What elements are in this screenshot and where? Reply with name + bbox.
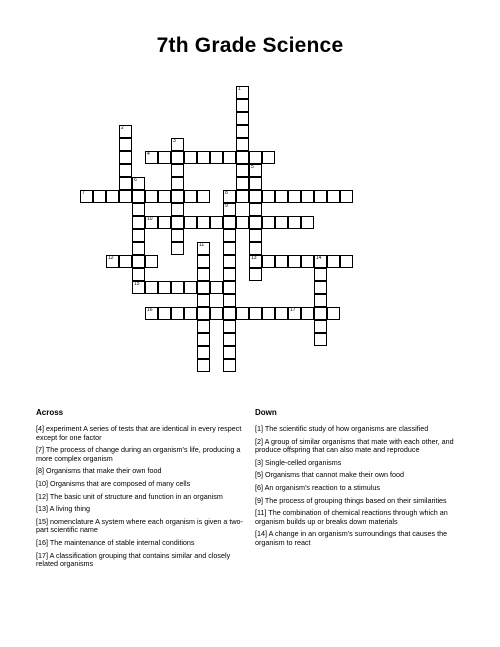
clue-text: A classification grouping that contains similar and closely related organisms (36, 550, 231, 569)
grid-cell[interactable] (171, 151, 184, 164)
grid-cell[interactable] (119, 255, 132, 268)
clue-text: A living thing (48, 504, 90, 514)
clue-text: The maintenance of stable internal conditions (48, 537, 195, 547)
clue-item (255, 509, 469, 526)
grid-cell[interactable] (223, 216, 236, 229)
grid-cell[interactable] (236, 164, 249, 177)
grid-cell[interactable] (119, 190, 132, 203)
clue-number: [15] (36, 516, 48, 526)
grid-cell[interactable] (249, 255, 262, 268)
clue-number: [4] (36, 424, 44, 433)
grid-cell[interactable] (210, 216, 223, 229)
across-clues (36, 408, 248, 573)
grid-cell[interactable] (314, 281, 327, 294)
grid-cell[interactable] (223, 333, 236, 346)
grid-cell[interactable] (262, 190, 275, 203)
grid-cell[interactable] (145, 307, 158, 320)
clue-text: Organisms that cannot make their own food (263, 470, 405, 480)
grid-cell[interactable] (171, 203, 184, 216)
grid-cell[interactable] (197, 359, 210, 372)
grid-cell[interactable] (262, 255, 275, 268)
grid-cell[interactable] (301, 307, 314, 320)
grid-cell[interactable] (223, 229, 236, 242)
page-title: 7th Grade Science (156, 34, 344, 57)
clue-item (36, 518, 248, 535)
grid-cell[interactable] (93, 190, 106, 203)
grid-cell[interactable] (132, 229, 145, 242)
grid-cell[interactable] (197, 320, 210, 333)
cell-number: 12 (108, 255, 114, 261)
clue-item (36, 539, 248, 548)
cell-number: 13 (251, 255, 257, 261)
grid-cell[interactable] (314, 190, 327, 203)
clue-text: Single-celled organisms (263, 457, 342, 467)
cell-number: 6 (134, 177, 137, 183)
grid-cell[interactable] (249, 229, 262, 242)
grid-cell[interactable] (236, 86, 249, 99)
grid-cell[interactable] (327, 255, 340, 268)
grid-cell[interactable] (158, 151, 171, 164)
grid-cell[interactable] (158, 216, 171, 229)
grid-cell[interactable] (223, 203, 236, 216)
grid-cell[interactable] (249, 177, 262, 190)
grid-cell[interactable] (223, 294, 236, 307)
cell-number: 9 (225, 203, 228, 209)
clue-number: [3] (255, 457, 263, 467)
clue-text: An organism’s reaction to a stimulus (263, 482, 380, 492)
down-heading: Down (255, 408, 277, 417)
grid-cell[interactable] (314, 255, 327, 268)
clue-item (36, 480, 248, 489)
grid-cell[interactable] (145, 255, 158, 268)
grid-cell[interactable] (262, 151, 275, 164)
grid-cell[interactable] (184, 307, 197, 320)
grid-cell[interactable] (197, 294, 210, 307)
clue-item (255, 471, 469, 480)
grid-cell[interactable] (288, 190, 301, 203)
clue-number: [10] (36, 478, 48, 488)
grid-cell[interactable] (340, 190, 353, 203)
clue-number: [16] (36, 537, 48, 547)
clue-item (36, 446, 248, 463)
grid-cell[interactable] (171, 242, 184, 255)
clue-item (255, 530, 469, 547)
clue-number: [1] (255, 424, 263, 433)
clue-text: nomenclature A system where each organism is given a two-part scientific name (36, 516, 243, 535)
cell-number: 15 (134, 281, 140, 287)
grid-cell[interactable] (236, 190, 249, 203)
clue-number: [13] (36, 504, 48, 514)
grid-cell[interactable] (314, 307, 327, 320)
grid-cell[interactable] (197, 333, 210, 346)
grid-cell[interactable] (301, 216, 314, 229)
grid-cell[interactable] (80, 190, 93, 203)
clue-number: [17] (36, 550, 48, 560)
grid-cell[interactable] (236, 151, 249, 164)
clue-text: The combination of chemical reactions through which an organism builds up or breaks down materials (255, 508, 448, 526)
grid-cell[interactable] (340, 255, 353, 268)
grid-cell[interactable] (119, 151, 132, 164)
grid-cell[interactable] (145, 151, 158, 164)
grid-cell[interactable] (197, 307, 210, 320)
grid-cell[interactable] (262, 307, 275, 320)
grid-cell[interactable] (223, 151, 236, 164)
grid-cell[interactable] (327, 190, 340, 203)
grid-cell[interactable] (288, 255, 301, 268)
grid-cell[interactable] (210, 307, 223, 320)
grid-cell[interactable] (184, 190, 197, 203)
clue-number: [2] (255, 436, 263, 446)
clue-number: [14] (255, 529, 267, 539)
clue-number: [6] (255, 482, 263, 492)
grid-cell[interactable] (249, 203, 262, 216)
down-clues (255, 408, 469, 552)
grid-cell[interactable] (249, 307, 262, 320)
grid-cell[interactable] (145, 216, 158, 229)
grid-cell[interactable] (171, 177, 184, 190)
grid-cell[interactable] (249, 242, 262, 255)
grid-cell[interactable] (171, 229, 184, 242)
grid-cell[interactable] (236, 112, 249, 125)
grid-cell[interactable] (132, 268, 145, 281)
grid-cell[interactable] (197, 242, 210, 255)
grid-cell[interactable] (197, 346, 210, 359)
cell-number: 4 (147, 151, 150, 157)
cell-number: 11 (199, 242, 205, 248)
grid-cell[interactable] (106, 190, 119, 203)
grid-cell[interactable] (145, 190, 158, 203)
grid-cell[interactable] (249, 268, 262, 281)
cell-number: 5 (251, 164, 254, 170)
clue-text: The scientific study of how organisms are classified (263, 424, 429, 433)
grid-cell[interactable] (132, 255, 145, 268)
grid-cell[interactable] (249, 190, 262, 203)
clue-number: [7] (36, 445, 44, 455)
grid-cell[interactable] (171, 164, 184, 177)
grid-cell[interactable] (249, 216, 262, 229)
grid-cell[interactable] (236, 177, 249, 190)
grid-cell[interactable] (171, 307, 184, 320)
grid-cell[interactable] (132, 177, 145, 190)
grid-cell[interactable] (223, 320, 236, 333)
clue-text: A group of similar organisms that mate with each other, and produce offspring that can also mate and reproduce (255, 436, 454, 455)
grid-cell[interactable] (236, 99, 249, 112)
grid-cell[interactable] (171, 190, 184, 203)
down-clue-list (255, 425, 469, 548)
grid-cell[interactable] (197, 216, 210, 229)
grid-cell[interactable] (236, 138, 249, 151)
clue-text: experiment A series of tests that are identical in every respect except for one factor (36, 424, 242, 442)
clue-item (36, 505, 248, 514)
grid-cell[interactable] (132, 281, 145, 294)
grid-cell[interactable] (119, 125, 132, 138)
grid-cell[interactable] (119, 177, 132, 190)
grid-cell[interactable] (158, 190, 171, 203)
grid-cell[interactable] (132, 242, 145, 255)
grid-cell[interactable] (223, 190, 236, 203)
grid-cell[interactable] (119, 138, 132, 151)
clue-item (255, 438, 469, 455)
grid-cell[interactable] (223, 242, 236, 255)
grid-cell[interactable] (132, 216, 145, 229)
grid-cell[interactable] (236, 307, 249, 320)
grid-cell[interactable] (132, 203, 145, 216)
grid-cell[interactable] (106, 255, 119, 268)
cell-number: 14 (316, 255, 322, 261)
grid-cell[interactable] (275, 255, 288, 268)
grid-cell[interactable] (132, 190, 145, 203)
grid-cell[interactable] (145, 281, 158, 294)
clue-text: The basic unit of structure and function in an organism (48, 491, 223, 501)
grid-cell[interactable] (288, 216, 301, 229)
clue-item (255, 425, 469, 434)
grid-cell[interactable] (119, 164, 132, 177)
grid-cell[interactable] (158, 307, 171, 320)
clue-item (255, 484, 469, 493)
cell-number: 7 (82, 190, 85, 196)
grid-cell[interactable] (223, 346, 236, 359)
grid-cell[interactable] (301, 255, 314, 268)
grid-cell[interactable] (197, 190, 210, 203)
grid-cell[interactable] (249, 151, 262, 164)
grid-cell[interactable] (171, 216, 184, 229)
grid-cell[interactable] (171, 138, 184, 151)
cell-number: 10 (147, 216, 153, 222)
clue-item (36, 467, 248, 476)
grid-cell[interactable] (236, 216, 249, 229)
cell-number: 1 (238, 86, 241, 92)
cell-number: 2 (121, 125, 124, 131)
clue-text: A change in an organism’s surroundings that causes the organism to react (255, 529, 448, 547)
grid-cell[interactable] (236, 125, 249, 138)
across-clue-list (36, 425, 248, 569)
clue-text: Organisms that make their own food (44, 466, 162, 476)
grid-cell[interactable] (210, 281, 223, 294)
cell-number: 8 (225, 190, 228, 196)
grid-cell[interactable] (314, 268, 327, 281)
grid-cell[interactable] (275, 307, 288, 320)
grid-cell[interactable] (184, 281, 197, 294)
grid-cell[interactable] (223, 255, 236, 268)
grid-cell[interactable] (158, 281, 171, 294)
grid-cell[interactable] (262, 216, 275, 229)
grid-cell[interactable] (275, 216, 288, 229)
clue-text: The process of change during an organism’s life, producing a more complex organism (36, 445, 241, 463)
clue-number: [8] (36, 466, 44, 476)
grid-cell[interactable] (223, 307, 236, 320)
grid-cell[interactable] (197, 151, 210, 164)
clue-number: [5] (255, 470, 263, 480)
clue-number: [11] (255, 508, 267, 518)
clue-item (255, 497, 469, 506)
grid-cell[interactable] (197, 281, 210, 294)
grid-cell[interactable] (223, 281, 236, 294)
cell-number: 3 (173, 138, 176, 144)
clue-number: [9] (255, 495, 263, 505)
grid-cell[interactable] (275, 190, 288, 203)
grid-cell[interactable] (249, 164, 262, 177)
grid-cell[interactable] (210, 151, 223, 164)
clue-item (36, 493, 248, 502)
cell-number: 17 (290, 307, 296, 313)
grid-cell[interactable] (301, 190, 314, 203)
cell-number: 16 (147, 307, 153, 313)
clue-item (255, 459, 469, 468)
grid-cell[interactable] (184, 151, 197, 164)
across-heading: Across (36, 408, 64, 417)
grid-cell[interactable] (184, 216, 197, 229)
grid-cell[interactable] (314, 294, 327, 307)
grid-cell[interactable] (197, 268, 210, 281)
grid-cell[interactable] (314, 320, 327, 333)
grid-cell[interactable] (171, 281, 184, 294)
grid-cell[interactable] (223, 359, 236, 372)
clue-number: [12] (36, 491, 48, 501)
clue-item (36, 425, 248, 442)
grid-cell[interactable] (223, 268, 236, 281)
grid-cell[interactable] (314, 333, 327, 346)
grid-cell[interactable] (288, 307, 301, 320)
grid-cell[interactable] (197, 255, 210, 268)
grid-cell[interactable] (327, 307, 340, 320)
clue-text: The process of grouping things based on their similarities (263, 495, 447, 505)
clue-text: Organisms that are composed of many cells (48, 478, 191, 488)
clue-item (36, 552, 248, 569)
